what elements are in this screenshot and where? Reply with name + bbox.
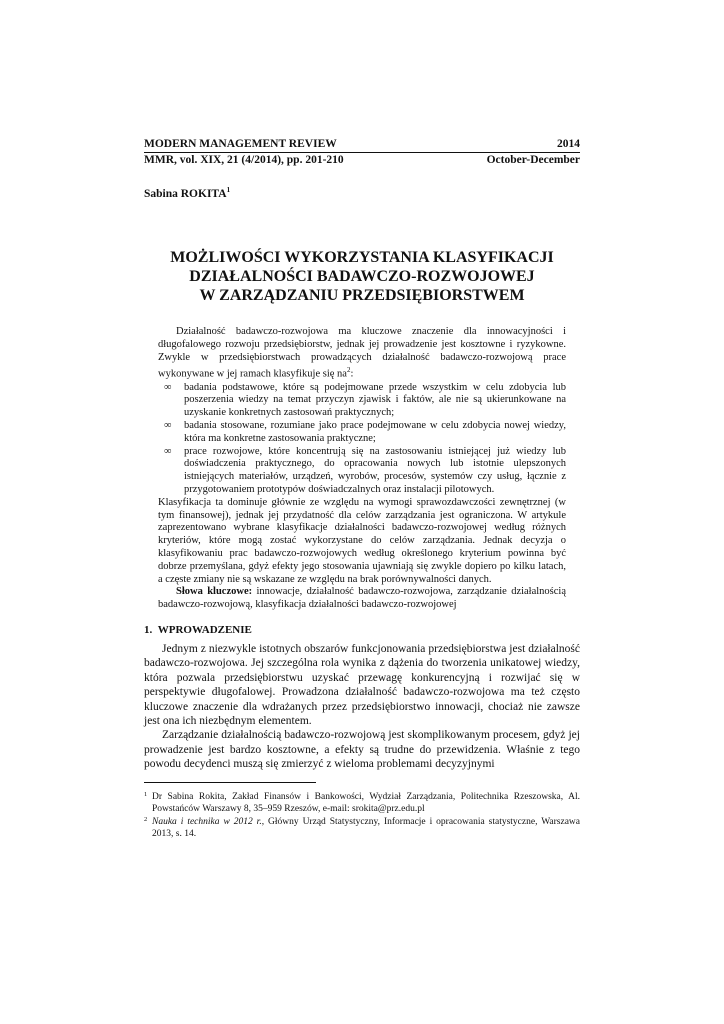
body-paragraph: Zarządzanie działalnością badawczo-rozwojową jest skomplikowanym procesem, gdyż jej prowadzenie jest bardzo kosztowne, a efekty są trudne do przewidzenia. Właśnie z tego powodu decydenci muszą się zmierzyć z wieloma problemami decyzyjnymi xyxy=(144,729,580,771)
list-item xyxy=(158,420,566,446)
abstract xyxy=(158,326,566,612)
footnote-mark: 2 xyxy=(144,816,148,824)
footnote-divider xyxy=(144,782,316,783)
bullet-text: badania stosowane, rozumiane jako prace podejmowane w celu zdobycia nowej wiedzy, która ma konkretne zastosowania praktyczne; xyxy=(184,420,566,444)
footnotes xyxy=(144,792,580,842)
infinity-bullet-icon: ∞ xyxy=(164,381,172,393)
abstract-intro-colon: : xyxy=(350,368,354,380)
title-line: W ZARZĄDZANIU PRZEDSIĘBIORSTWEM xyxy=(199,287,525,304)
journal-period: October-December xyxy=(486,154,580,166)
journal-header-line1 xyxy=(144,138,580,153)
author-name: Sabina ROKITA xyxy=(144,188,227,200)
title-line: MOŻLIWOŚCI WYKORZYSTANIA KLASYFIKACJI xyxy=(170,249,554,266)
footnote-source-title: Nauka i technika w 2012 r. xyxy=(152,817,262,828)
keywords xyxy=(158,586,566,612)
list-item xyxy=(158,446,566,497)
abstract-bullet-list xyxy=(158,382,566,497)
journal-header-line2 xyxy=(144,154,580,167)
title-line: DZIAŁALNOŚCI BADAWCZO-ROZWOJOWEJ xyxy=(189,268,535,285)
infinity-bullet-icon: ∞ xyxy=(164,445,172,457)
body-text xyxy=(144,642,580,772)
journal-year: 2014 xyxy=(557,138,580,150)
article-title xyxy=(140,248,584,305)
abstract-intro-text: Działalność badawczo-rozwojowa ma kluczowe znaczenie dla innowacyjności i długofalowego rozwoju przedsiębiorstw, jednak jej prowadzenie jest kosztowne i ryzykowne. Zwykle w przedsiębiorstwach prowadzących działalność badawczo-rozwojową prace wykonywane w jej ramach klasyfikuje się na xyxy=(158,326,566,380)
author-footnote-mark: 1 xyxy=(226,186,231,194)
keywords-label: Słowa kluczowe: xyxy=(176,586,253,598)
abstract-conclusion: Klasyfikacja ta dominuje głównie ze względu na wymogi sprawozdawczości zewnętrznej (w tym finansowej), jednak jej przydatność dla celów zarządzania jest ograniczona. W artykule zaprezentowano wybrane klasyfikacje działalności badawczo-rozwojowej według różnych kryteriów, które mogą zostać wykorzystane do celów zarządzania. Jednak decyzja o klasyfikowaniu prac badawczo-rozwojowych według określonego kryterium powinna być dobrze przemyślana, gdyż efekty jego stosowania ujawniają się zwykle dopiero po kilku latach, a częste zmiany nie są wskazane ze względu na brak porównywalności danych. xyxy=(158,496,566,585)
abstract-footnote-mark: 2 xyxy=(346,366,351,375)
footnote xyxy=(144,817,580,840)
footnote-mark: 1 xyxy=(144,791,148,798)
journal-citation: MMR, vol. XIX, 21 (4/2014), pp. 201-210 xyxy=(144,154,344,166)
footnote-text: , Główny Urząd Statystyczny, Informacje i opracowania statystyczne, Warszawa 2013, s. 14. xyxy=(152,817,581,839)
section-heading xyxy=(144,624,252,636)
footnote xyxy=(144,792,580,815)
bullet-text: badania podstawowe, które są podejmowane przede wszystkim w celu zdobycia lub poszerzenia wiedzy na temat przyczyn zjawisk i faktów, ale nie są ukierunkowane na uzyskanie konkretnych zastosowań praktycznych; xyxy=(184,381,566,419)
footnote-text: Dr Sabina Rokita, Zakład Finansów i Bankowości, Wydział Zarządzania, Politechnika Rzeszowska, Al. Powstańców Warszawy 8, 35–959 Rzeszów, e-mail: srokita@prz.edu.pl xyxy=(152,792,580,814)
infinity-bullet-icon: ∞ xyxy=(164,420,172,432)
list-item xyxy=(158,382,566,420)
abstract-intro xyxy=(158,326,566,382)
section-number: 1. xyxy=(144,624,153,636)
author-line xyxy=(144,186,230,200)
bullet-text: prace rozwojowe, które koncentrują się na zastosowaniu istniejącej już wiedzy lub doświadczenia praktycznego, do opracowania nowych lub istotnie ulepszonych istniejących materiałów, urządzeń, wyrobów, procesów, systemów czy usług, łącznie z przygotowaniem prototypów doświadczalnych oraz instalacji pilotowych. xyxy=(184,445,566,496)
body-paragraph: Jednym z niezwykle istotnych obszarów funkcjonowania przedsiębiorstwa jest działalność badawczo-rozwojowa. Jej szczególna rola wynika z dążenia do tworzenia unikatowej wiedzy, która pozwala przedsiębiorstwu uzyskać przewagę konkurencyjną i rozwijać się w perspektywie długofalowej. Prowadzona działalność badawczo-rozwojowa ma też często kluczowe znaczenie dla wdrażanych przez przedsiębiorstwo innowacji, chociaż nie zawsze jest ona ich niezbędnym elementem. xyxy=(144,643,580,728)
journal-name: MODERN MANAGEMENT REVIEW xyxy=(144,138,337,150)
section-title: WPROWADZENIE xyxy=(157,624,252,636)
keywords-text: innowacje, działalność badawczo-rozwojowa, zarządzanie działalnością badawczo-rozwojową, klasyfikacja działalności badawczo-rozwojowej xyxy=(158,586,566,611)
